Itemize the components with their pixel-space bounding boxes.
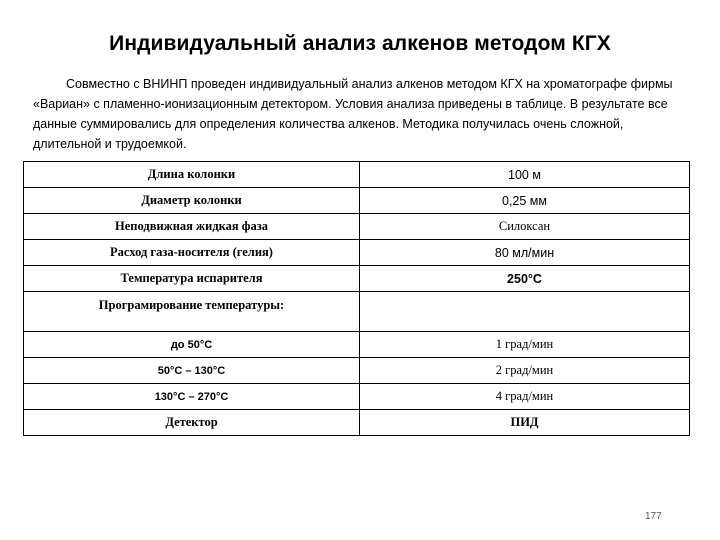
value-cell: 250°C: [360, 266, 690, 292]
value-cell: Силоксан: [360, 214, 690, 240]
param-cell: Неподвижная жидкая фаза: [24, 214, 360, 240]
analysis-conditions-table: [23, 161, 690, 436]
table-row: [24, 214, 690, 240]
value-cell: [360, 292, 690, 332]
table-row: [24, 410, 690, 436]
table-row: [24, 292, 690, 332]
table-row: [24, 240, 690, 266]
table-row: [24, 162, 690, 188]
slide-title: Индивидуальный анализ алкенов методом КГХ: [109, 32, 611, 55]
value-cell: 0,25 мм: [360, 188, 690, 214]
value-cell: 1 град/мин: [360, 332, 690, 358]
param-cell: Расход газа-носителя (гелия): [24, 240, 360, 266]
param-cell: 130°C – 270°C: [24, 384, 360, 410]
table-row: [24, 384, 690, 410]
table-row: [24, 266, 690, 292]
value-cell: 100 м: [360, 162, 690, 188]
table-row: [24, 358, 690, 384]
param-cell: Диаметр колонки: [24, 188, 360, 214]
param-cell: Длина колонки: [24, 162, 360, 188]
page-number: 177: [645, 511, 662, 522]
intro-paragraph: Совместно с ВНИНП проведен индивидуальный анализ алкенов методом КГХ на хроматографе фирмы «Вариан» с пламенно-ионизационным детектором. Условия анализа приведены в таблице. В результате все данные суммировались для определения количества алкенов. Методика получилась очень сложной, длительной и трудоемкой.: [33, 77, 673, 151]
value-cell: ПИД: [360, 410, 690, 436]
param-cell: Програмирование температуры:: [24, 292, 360, 332]
param-cell: 50°C – 130°C: [24, 358, 360, 384]
param-cell: до 50°C: [24, 332, 360, 358]
table-row: [24, 332, 690, 358]
param-cell: Детектор: [24, 410, 360, 436]
value-cell: 4 град/мин: [360, 384, 690, 410]
table-row: [24, 188, 690, 214]
value-cell: 80 мл/мин: [360, 240, 690, 266]
param-cell: Температура испарителя: [24, 266, 360, 292]
value-cell: 2 град/мин: [360, 358, 690, 384]
